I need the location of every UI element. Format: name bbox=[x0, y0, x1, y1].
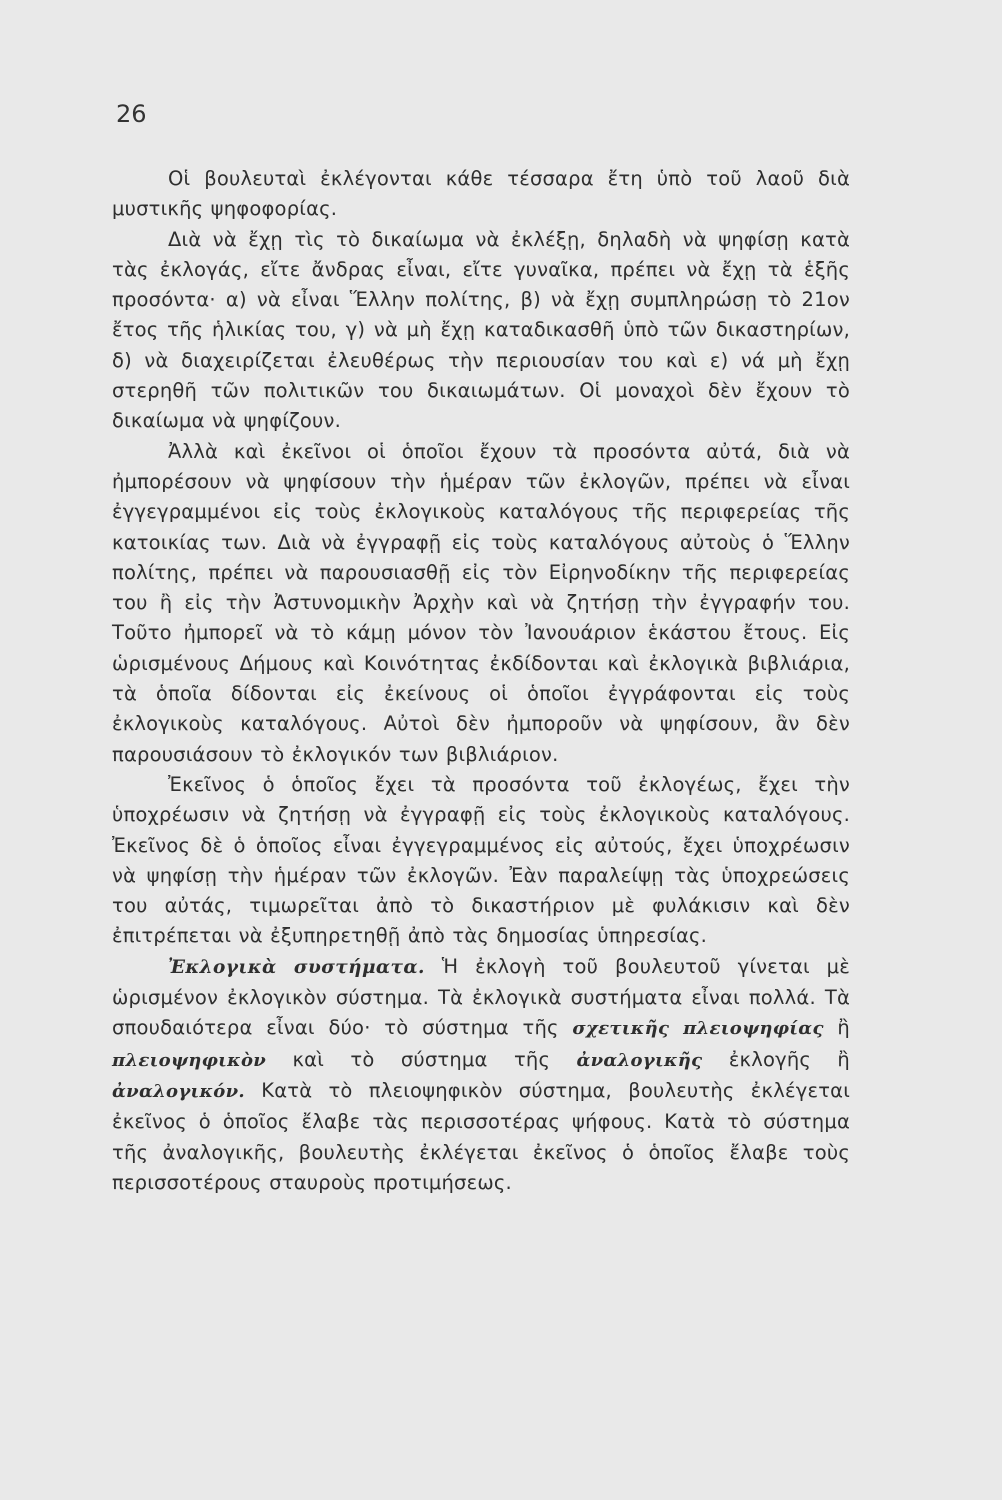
term-proportional: ἀναλογικῆς bbox=[576, 1049, 703, 1071]
section-heading: Ἐκλογικὰ συστήματα. bbox=[168, 956, 425, 978]
section-text-4: ἐκλογῆς ἢ bbox=[702, 1047, 850, 1071]
term-majoritarian: πλειοψηφικὸν bbox=[112, 1049, 267, 1071]
term-relative-majority: σχετικῆς πλειοψηφίας bbox=[572, 1018, 824, 1040]
section-text-3: καὶ τὸ σύστημα τῆς bbox=[266, 1047, 577, 1071]
paragraph-voter-registration: Ἀλλὰ καὶ ἐκεῖνοι οἱ ὁποῖοι ἔχουν τὰ προσόντα αὐτά, διὰ νὰ ἠμπορέσουν νὰ ψηφίσουν τὴν ἡμέραν τῶν ἐκλογῶν, πρέπει νὰ εἶναι ἐγγεγραμμένοι εἰς τοὺς ἐκλογικοὺς καταλόγους τῆς περιφερείας τῆς κατοικίας των. Διὰ νὰ ἐγγραφῇ εἰς τοὺς καταλόγους αὐτοὺς ὁ Ἕλλην πολίτης, πρέπει νὰ παρουσιασθῇ εἰς τὸν Εἰρηνοδίκην τῆς περιφερείας του ἢ εἰς τὴν Ἀστυνομικὴν Ἀρχὴν καὶ νὰ ζητήσῃ τὴν ἐγγραφήν του. Τοῦτο ἠμπορεῖ νὰ τὸ κάμῃ μόνον τὸν Ἰανουάριον ἑκάστου ἔτους. Εἰς ὡρισμένους Δήμους καὶ Κοινότητας ἐκδίδονται καὶ ἐκλογικὰ βιβλιάρια, τὰ ὁποῖα δίδονται εἰς ἐκείνους οἱ ὁποῖοι ἐγγράφονται εἰς τοὺς ἐκλογικοὺς καταλόγους. Αὐτοὶ δὲν ἠμποροῦν νὰ ψηφίσουν, ἂν δὲν παρουσιάσουν τὸ ἐκλογικόν των βιβλιάριον. bbox=[112, 439, 850, 766]
section-text-5: Κατὰ τὸ πλειοψηφικὸν σύστημα, βουλευτὴς ἐκλέγεται ἐκεῖνος ὁ ὁποῖος ἔλαβε τὰς περισσοτέρας ψήφους. Κατὰ τὸ σύστημα τῆς ἀναλογικῆς, βουλευτὴς ἐκλέγεται ἐκεῖνος ὁ ὁποῖος ἔλαβε τοὺς περισσοτέρους σταυροὺς προτιμήσεως. bbox=[112, 1078, 850, 1194]
paragraph-voter-qualifications: Διὰ νὰ ἔχῃ τὶς τὸ δικαίωμα νὰ ἐκλέξῃ, δηλαδὴ νὰ ψηφίσῃ κατὰ τὰς ἐκλογάς, εἴτε ἄνδρας εἶναι, εἴτε γυναῖκα, πρέπει νὰ ἔχῃ τὰ ἑξῆς προσόντα· α) νὰ εἶναι Ἕλλην πολίτης, β) νὰ ἔχῃ συμπληρώσῃ τὸ 21ον ἔτος τῆς ἡλικίας του, γ) νὰ μὴ ἔχῃ καταδικασθῆ ὑπὸ τῶν δικαστηρίων, δ) νὰ διαχειρίζεται ἐλευθέρως τὴν περιουσίαν του καὶ ε) νά μὴ ἔχῃ στερηθῆ τῶν πολιτικῶν του δικαιωμάτων. Οἱ μοναχοὶ δὲν ἔχουν τὸ δικαίωμα νὰ ψηφίζουν. bbox=[112, 227, 850, 433]
page-number: 26 bbox=[116, 100, 147, 128]
paragraph-electoral-systems bbox=[112, 952, 850, 1198]
paragraph-voter-obligations: Ἐκεῖνος ὁ ὁποῖος ἔχει τὰ προσόντα τοῦ ἐκλογέως, ἔχει τὴν ὑποχρέωσιν νὰ ζητήσῃ νὰ ἐγγραφῇ εἰς τοὺς ἐκλογικοὺς καταλόγους. Ἐκεῖνος δὲ ὁ ὁποῖος εἶναι ἐγγεγραμμένος εἰς αὐτούς, ἔχει ὑποχρέωσιν νὰ ψηφίσῃ τὴν ἡμέραν τῶν ἐκλογῶν. Ἐὰν παραλείψῃ τὰς ὑποχρεώσεις του αὐτάς, τιμωρεῖται ἀπὸ τὸ δικαστήριον μὲ φυλάκισιν καὶ δὲν ἐπιτρέπεται νὰ ἐξυπηρετηθῇ ἀπὸ τὰς δημοσίας ὑπηρεσίας. bbox=[112, 772, 850, 948]
section-text-1: Ἡ ἐκλογὴ τοῦ βουλευτοῦ γίνεται μὲ ὡρισμένον ἐκλογικὸν σύστημα. Τὰ ἐκλογικὰ συστήματα εἶναι πολλά. Τὰ σπουδαιότερα εἶναι δύο· τὸ σύστημα τῆς bbox=[112, 954, 851, 1040]
paragraph-election-term: Οἱ βουλευταὶ ἐκλέγονται κάθε τέσσαρα ἔτη ὑπὸ τοῦ λαοῦ διὰ μυστικῆς ψηφοφορίας. bbox=[112, 167, 850, 221]
section-text-2: ἢ bbox=[823, 1016, 850, 1040]
term-proportional-system: ἀναλογικόν. bbox=[112, 1080, 245, 1102]
body-text bbox=[112, 164, 850, 1198]
